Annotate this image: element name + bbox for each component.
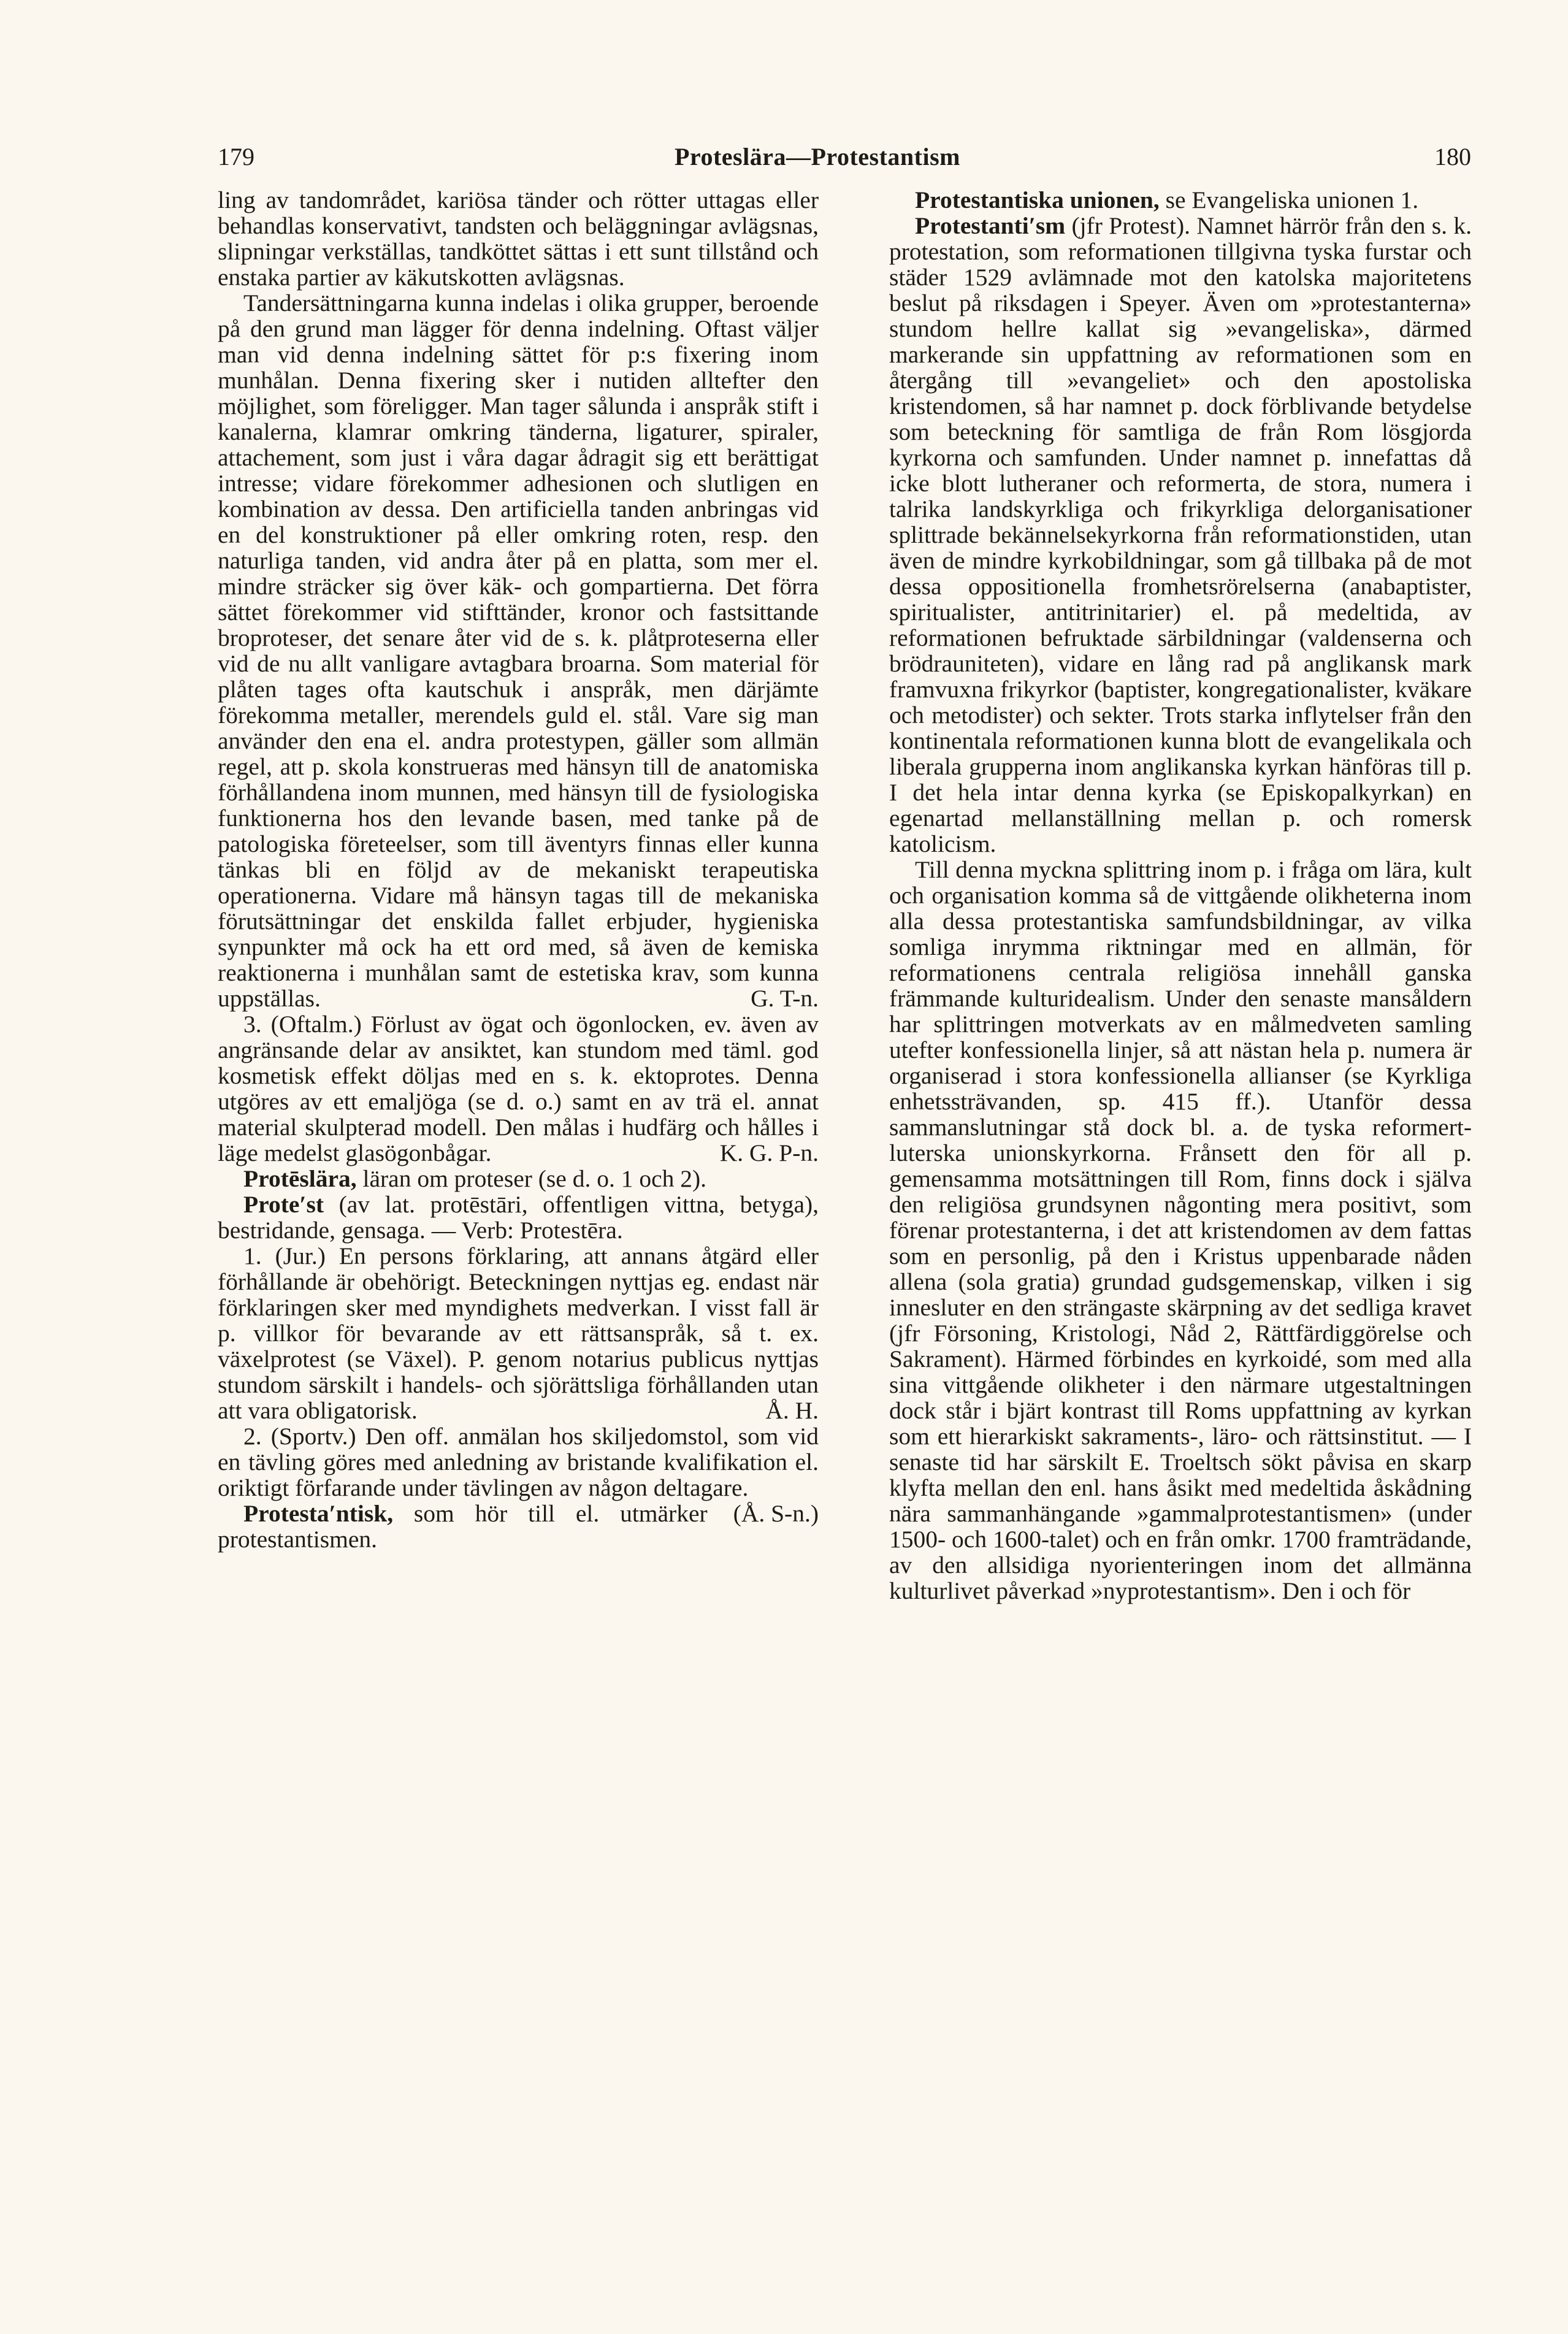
page-header	[0, 0, 1568, 170]
paragraph: 2. (Sportv.) Den off. anmälan hos skiljedomstol, som vid en tävling göres med anledning av bristande kvalifikation el. oriktigt förfarande under tävlingen av någon deltagare. (Å. S-n.)	[218, 1423, 819, 1527]
entry: Protēslära, läran om proteser (se d. o. 1 och 2).	[243, 1165, 707, 1192]
running-title: Proteslära—Protestantism	[675, 143, 960, 170]
right-column	[889, 187, 1472, 1604]
paragraph: 3. (Oftalm.) Förlust av ögat och ögonlocken, ev. även av angränsande delar av ansiktet, kan stundom med täml. god kosmetisk effekt döljas med en s. k. ektoprotes. Denna utgöres av ett emaljöga (se d. o.) samt en av trä el. annat material skulpterad modell. Den målas i hudfärg och hålles i läge medelst glasögonbågar. K. G. P-n.	[218, 1011, 819, 1166]
headword: Prote′st	[243, 1191, 324, 1218]
entry: Prote′st (av lat. protēstāri, offentligen vittna, betyga), bestridande, gensaga. — Verb: Protestēra.	[218, 1191, 819, 1244]
paragraph: 1. (Jur.) En persons förklaring, att annans åtgärd eller förhållande är obehörigt. Beteckningen nyttjas eg. endast när förklaringen sker med myndighets medverkan. I visst fall är p. villkor för bevarande av ett rättsanspråk, så t. ex. växelprotest (se Växel). P. genom notarius publicus nyttjas stundom särskilt i handels- och sjörättsliga förhållanden utan att vara obligatorisk. Å. H.	[218, 1242, 819, 1424]
page-number-right: 180	[1434, 143, 1471, 170]
author-signature: K. G. P-n.	[719, 1139, 819, 1166]
author-signature: G. T-n.	[751, 985, 819, 1012]
entry: Protestantiska unionen, se Evangeliska unionen 1.	[915, 186, 1419, 213]
paragraph: Tandersättningarna kunna indelas i olika grupper, beroende på den grund man lägger för denna indelning. Oftast väljer man vid denna indelning sättet för p:s fixering inom munhålan. Denna fixering sker i nutiden alltefter den möjlighet, som föreligger. Man tager sålunda i anspråk stift i kanalerna, klamrar omkring tänderna, ligaturer, spiraler, attachement, som just i våra dagar ådragit sig ett berättigat intresse; vidare förekommer adhesionen och slutligen en kombination av dessa. Den artificiella tanden anbringas vid en del konstruktioner på eller omkring roten, resp. den naturliga tanden, vid andra åter på en platta, som mer el. mindre sträcker sig över käk- och gompartierna. Det förra sättet förekommer vid stifttänder, kronor och fastsittande broproteser, det senare åter vid de s. k. plåtproteserna eller vid de nu allt vanligare avtagbara broarna. Som material för plåten tages ofta kautschuk i anspråk, men därjämte förekomma metaller, merendels guld el. stål. Vare sig man använder den ena el. andra protestypen, gäller som allmän regel, att p. skola konstrueras med hänsyn till de anatomiska förhållandena inom munnen, med hänsyn till de fysiologiska funktionerna hos den levande basen, med tanke på de patologiska företeelser, som till äventyrs finnas eller kunna tänkas bli en följd av de mekaniskt terapeutiska operationerna. Vidare må hänsyn tagas till de mekaniska förutsättningar det enskilda fallet erbjuder, hygieniska synpunkter må ock ha ett ord med, så även de kemiska reaktionerna i munhålan samt de estetiska krav, som kunna uppställas. G. T-n.	[218, 289, 819, 1012]
left-column	[218, 187, 819, 1552]
headword: Protesta′ntisk,	[243, 1500, 394, 1527]
author-signature: Å. H.	[765, 1397, 819, 1424]
entry: Protesta′ntisk, som hör till el. utmärker protestantismen.	[218, 1500, 708, 1553]
headword: Protēslära,	[243, 1165, 357, 1192]
headword: Protestantiska unionen,	[915, 186, 1160, 213]
paragraph: ling av tandområdet, kariösa tänder och rötter uttagas eller behandlas konservativt, tandsten och beläggningar avlägsnas, slipningar verkställas, tandköttet sättas i ett sunt tillstånd och enstaka partier av käkutskotten avlägsnas.	[218, 186, 819, 291]
entry: Protestanti′sm (jfr Protest). Namnet härrör från den s. k. protestation, som reformationen tillgivna tyska furstar och städer 1529 avlämnade mot den katolska majoritetens beslut på riksdagen i Speyer. Även om »protestanterna» stundom hellre kallat sig »evangeliska», därmed markerande sin uppfattning av reformationen som en återgång till »evangeliet» och den apostoliska kristendomen, så har namnet p. dock förblivande betydelse som beteckning för samtliga de från Rom lösgjorda kyrkorna och samfunden. Under namnet p. innefattas då icke blott lutheraner och reformerta, de stora, numera i talrika landskyrkliga och frikyrkliga delorganisationer splittrade bekännelsekyrkorna från reformationstiden, utan även de mindre kyrkobildningar, som gå tillbaka på de mot dessa oppositionella fromhetsrörelserna (anabaptister, spiritualister, antitrinitarier) el. på medeltida, av reformationen befruktade särbildningar (valdenserna och brödrauniteten), vidare en lång rad på anglikansk mark framvuxna frikyrkor (baptister, kongregationalister, kväkare och metodister) och sekter. Trots starka inflytelser från den kontinentala reformationen kunna blott de evangelikala och liberala grupperna inom anglikanska kyrkan hänföras till p. I det hela intar denna kyrka (se Episkopalkyrkan) en egenartad mellanställning mellan p. och romersk katolicism.	[889, 212, 1472, 857]
author-signature: (Å. S-n.)	[733, 1500, 819, 1527]
paragraph: Till denna myckna splittring inom p. i fråga om lära, kult och organisation komma så de vittgående olikheterna inom alla dessa protestantiska samfundsbildningar, av vilka somliga inrymma riktningar med en allmän, för reformationens centrala religiösa innehåll ganska främmande kulturidealism. Under den senaste mansåldern har splittringen motverkats av en målmedveten samling utefter konfessionella linjer, så att nästan hela p. numera är organiserad i stora konfessionella allianser (se Kyrkliga enhetssträvanden, sp. 415 ff.). Utanför dessa sammanslutningar stå dock bl. a. de tyska reformert-luterska unionskyrkorna. Frånsett den för all p. gemensamma motsättningen till Rom, finns dock i själva den religiösa grundsynen någonting mera positivt, som förenar protestanterna, i det att kristendomen av dem fattas som en personlig, på den i Kristus uppenbarade nåden allena (sola gratia) grundad gudsgemenskap, vilken i sig innesluter en den strängaste skärpning av det sedliga kravet (jfr Försoning, Kristologi, Nåd 2, Rättfärdiggörelse och Sakrament). Härmed förbindes en kyrkoidé, som med alla sina vittgående olikheter i den närmare utgestaltningen dock står i bjärt kontrast till Roms uppfattning av kyrkan som ett hierarkiskt sakraments-, läro- och rättsinstitut. — I senaste tid har särskilt E. Troeltsch sökt påvisa en skarp klyfta mellan den enl. hans åsikt med medeltida åskådning nära sammanhängande »gammalprotestantismen» (under 1500- och 1600-talet) och en från omkr. 1700 framträdande, av den allsidiga nyorienteringen inom det allmänna kulturlivet påverkad »nyprotestantism». Den i och för	[889, 856, 1472, 1604]
headword: Protestanti′sm	[915, 212, 1066, 239]
page-number-left: 179	[218, 143, 254, 170]
